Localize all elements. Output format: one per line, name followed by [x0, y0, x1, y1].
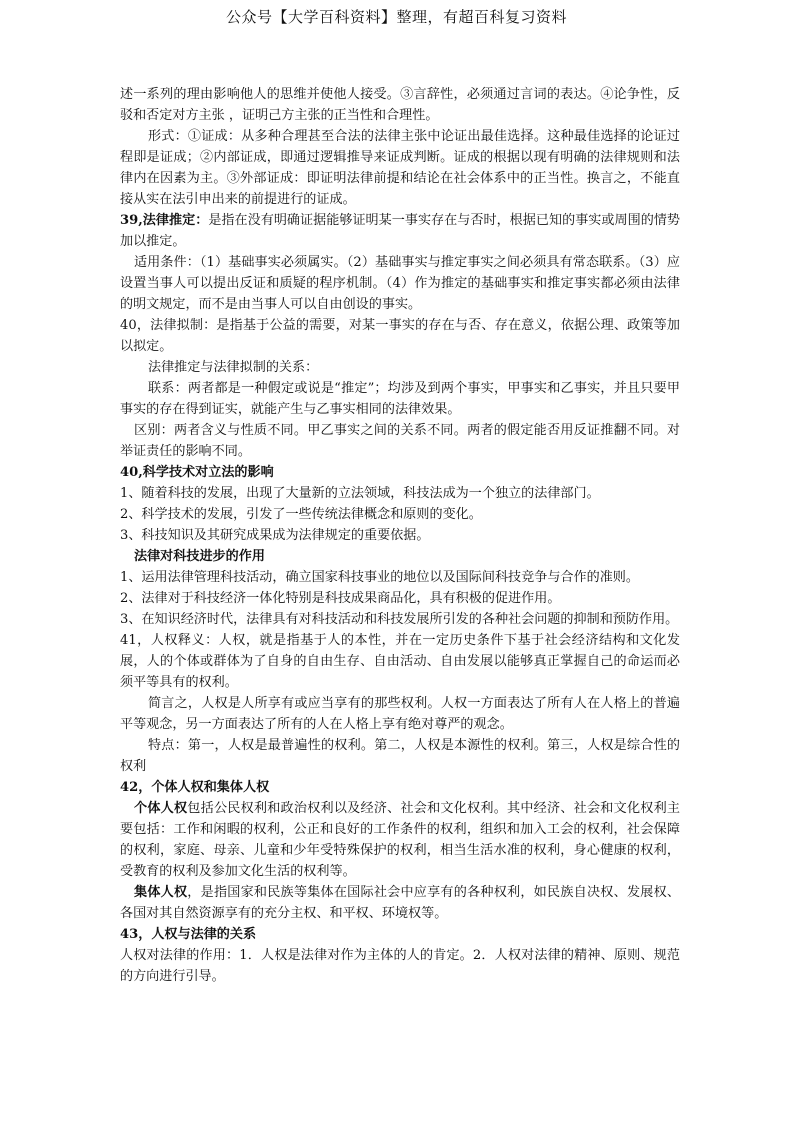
- term-heading: 个体人权: [134, 801, 188, 816]
- paragraph: 简言之，人权是人所享有或应当享有的那些权利。人权一方面表达了所有人在人格上的普遍平等观念，另一方面表达了所有的人在人格上享有绝对尊严的观念。: [120, 696, 680, 732]
- term-definition: ，是指国家和民族等集体在国际社会中应享有的各种权利，如民族自决权、发展权、各国对其自然资源享有的充分主权、和平权、环境权等。: [120, 885, 681, 921]
- paragraph: 联系：两者都是一种假定或说是“推定”；均涉及到两个事实，甲事实和乙事实，并且只要甲事实的存在得到证实，就能产生与乙事实相同的法律效果。: [120, 381, 680, 417]
- term-heading: 集体人权: [134, 885, 188, 900]
- paragraph: 形式：①证成：从多种合理甚至合法的法律主张中论证出最佳选择。这种最佳选择的论证过程即是证成；②内部证成，即通过逻辑推导来证成判断。证成的根据以现有明确的法律规则和法律内在因素为主。③外部证成：即证明法律前提和结论在社会体系中的正当性。换言之，不能直接从实在法引申出来的前提进行的证成。: [120, 129, 680, 207]
- list-item: 3、在知识经济时代，法律具有对科技活动和科技发展所引发的各种社会问题的抑制和预防作用。: [120, 612, 679, 627]
- paragraph: 40，法律拟制：是指基于公益的需要，对某一事实的存在与否、存在意义，依据公理、政策等加以拟定。: [120, 318, 680, 354]
- term-definition: 是指在没有明确证据能够证明某一事实存在与否时，根据已知的事实或周围的情势加以推定。: [120, 213, 681, 249]
- section-heading: 43，人权与法律的关系: [120, 927, 257, 942]
- list-item: 3、科技知识及其研究成果成为法律规定的重要依据。: [120, 528, 430, 543]
- page-header: 公众号【大学百科资料】整理，有超百科复习资料: [225, 8, 567, 26]
- paragraph: [120, 882, 680, 924]
- paragraph: 区别：两者含义与性质不同。甲乙事实之间的关系不同。两者的假定能否用反证推翻不同。对举证责任的影响不同。: [120, 423, 680, 459]
- section-heading: 40,科学技术对立法的影响: [120, 465, 274, 480]
- paragraph: [120, 798, 680, 882]
- list-item: 1、运用法律管理科技活动，确立国家科技事业的地位以及国际间科技竞争与合作的准则。: [120, 570, 639, 585]
- paragraph: 述一系列的理由影响他人的思维并使他人接受。③言辞性，必须通过言词的表达。④论争性，反驳和否定对方主张 ，证明己方主张的正当性和合理性。: [120, 87, 680, 123]
- document-body: [120, 84, 680, 987]
- section-subheading: 法律对科技进步的作用: [134, 549, 265, 564]
- term-heading: 39,法律推定：: [120, 213, 209, 228]
- paragraph: 人权对法律的作用：1．人权是法律对作为主体的人的肯定。2．人权对法律的精神、原则、规范的方向进行引导。: [120, 948, 680, 984]
- list-item: 2、法律对于科技经济一体化特别是科技成果商品化，具有积极的促进作用。: [120, 591, 561, 606]
- paragraph: 法律推定与法律拟制的关系：: [148, 360, 319, 375]
- paragraph-39: [120, 210, 680, 252]
- paragraph: 适用条件：（1）基础事实必须属实。（2）基础事实与推定事实之间必须具有常态联系。（3）应设置当事人可以提出反证和质疑的程序机制。（4）作为推定的基础事实和推定事实都必须由法律的明文规定，而不是由当事人可以自由创设的事实。: [120, 255, 680, 312]
- paragraph: 41，人权释义：人权，就是指基于人的本性，并在一定历史条件下基于社会经济结构和文化发展，人的个体或群体为了自身的自由生存、自由活动、自由发展以能够真正掌握自己的命运而必须平等具有的权利。: [120, 633, 680, 690]
- list-item: 1、随着科技的发展，出现了大量新的立法领域，科技法成为一个独立的法律部门。: [120, 486, 600, 501]
- section-heading: 42，个体人权和集体人权: [120, 780, 270, 795]
- list-item: 2、科学技术的发展，引发了一些传统法律概念和原则的变化。: [120, 507, 482, 522]
- term-definition: 包括公民权利和政治权利以及经济、社会和文化权利。其中经济、社会和文化权利主要包括：工作和闲暇的权利，公正和良好的工作条件的权利，组织和加入工会的权利，社会保障的权利，家庭、母亲、儿童和少年受特殊保护的权利，相当生活水准的权利，身心健康的权利，受教育的权利及参加文化生活的权利等。: [120, 801, 681, 879]
- paragraph: 特点：第一，人权是最普遍性的权利。第二，人权是本源性的权利。第三，人权是综合性的权利: [120, 738, 680, 774]
